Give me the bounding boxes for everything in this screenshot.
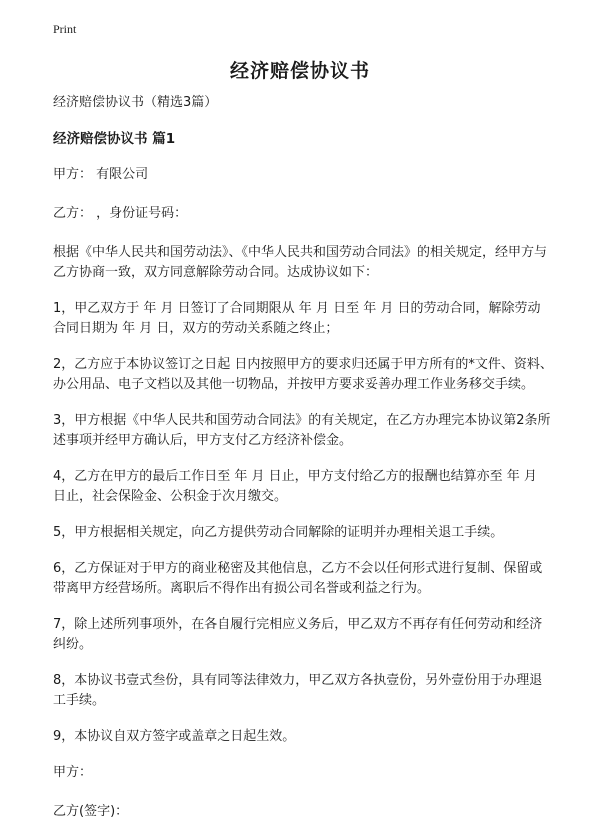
document-body <box>53 93 553 838</box>
clause-6: 6，乙方保证对于甲方的商业秘密及其他信息，乙方不会以任何形式进行复制、保留或带离甲方经营场所。离职后不得作出有损公司名誉或利益之行为。 <box>53 561 543 596</box>
signature-party-b: 乙方(签字)： <box>53 804 129 819</box>
clause-5: 5，甲方根据相关规定，向乙方提供劳动合同解除的证明并办理相关退工手续。 <box>53 525 504 540</box>
print-link[interactable]: Print <box>53 22 77 36</box>
party-b-line: 乙方： ，身份证号码： <box>53 206 188 221</box>
clause-2: 2，乙方应于本协议签订之日起 日内按照甲方的要求归还属于甲方所有的*文件、资料、办公用品、电子文档以及其他一切物品，并按甲方要求妥善办理工作业务移交手续。 <box>53 357 553 392</box>
party-a-line: 甲方： 有限公司 <box>53 167 149 182</box>
section-heading: 经济赔偿协议书 篇1 <box>53 131 176 147</box>
clause-9: 9，本协议自双方签字或盖章之日起生效。 <box>53 729 296 744</box>
clause-8: 8，本协议书壹式叁份，具有同等法律效力，甲乙双方各执壹份，另外壹份用于办理退工手续。 <box>53 673 543 708</box>
document-subtitle: 经济赔偿协议书（精选3篇） <box>53 95 218 110</box>
clause-4: 4，乙方在甲方的最后工作日至 年 月 日止，甲方支付给乙方的报酬也结算亦至 年 月 日止，社会保险金、公积金于次月缴交。 <box>53 469 537 504</box>
document-title: 经济赔偿协议书 <box>229 60 370 82</box>
clause-7: 7，除上述所列事项外，在各自履行完相应义务后，甲乙双方不再存有任何劳动和经济纠纷。 <box>53 617 543 652</box>
intro-paragraph: 根据《中华人民共和国劳动法》、《中华人民共和国劳动合同法》的相关规定，经甲方与乙方协商一致，双方同意解除劳动合同。达成协议如下： <box>53 245 548 280</box>
clause-1: 1，甲乙双方于 年 月 日签订了合同期限从 年 月 日至 年 月 日的劳动合同，解除劳动合同日期为 年 月 日，双方的劳动关系随之终止； <box>53 301 541 336</box>
signature-party-a: 甲方： <box>53 765 93 780</box>
clause-3: 3，甲方根据《中华人民共和国劳动合同法》的有关规定，在乙方办理完本协议第2条所述事项并经甲方确认后，甲方支付乙方经济补偿金。 <box>53 413 551 448</box>
